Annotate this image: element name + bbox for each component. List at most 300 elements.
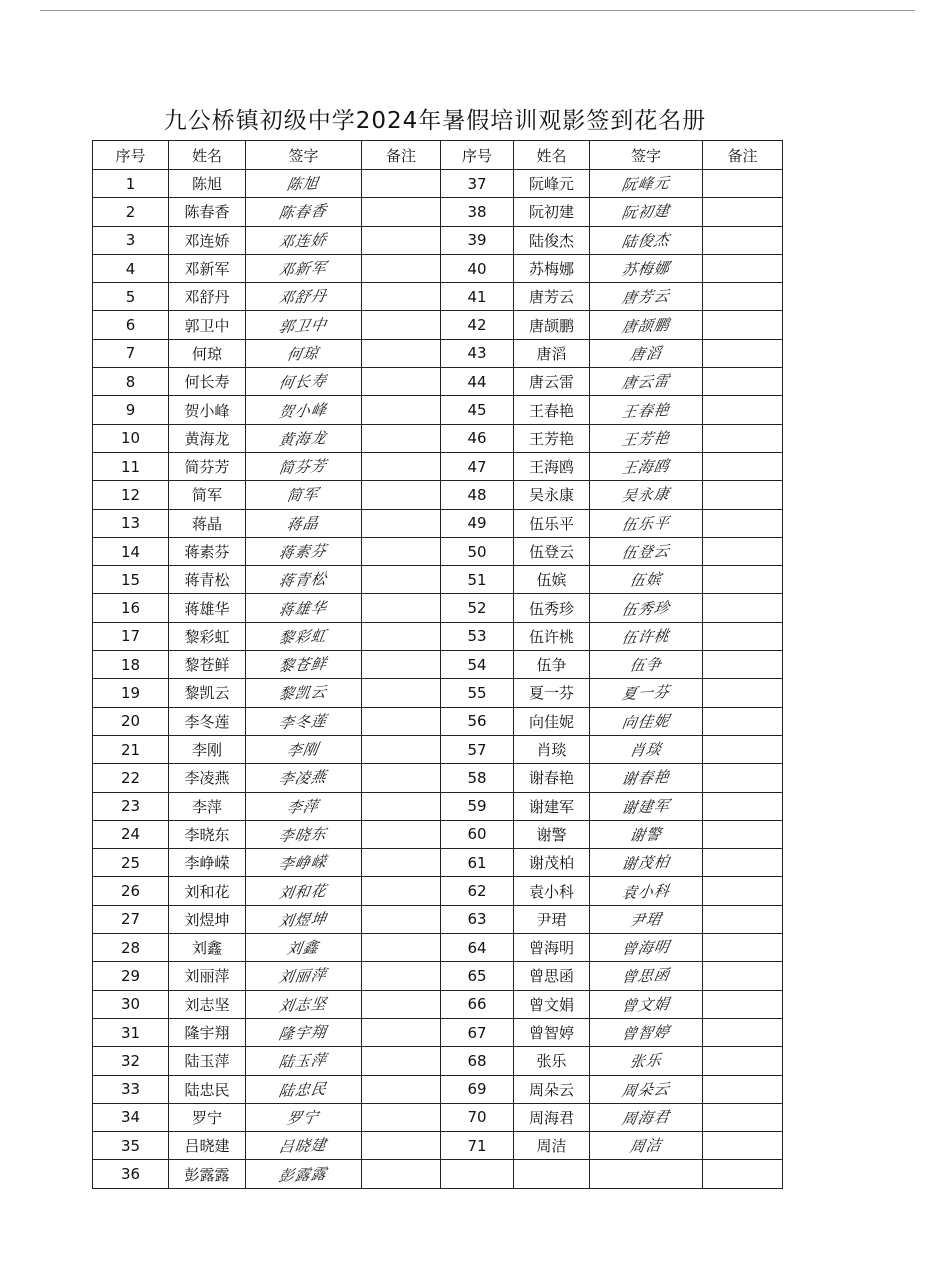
name-cell: 罗宁 (169, 1103, 246, 1131)
seq-cell: 21 (93, 735, 169, 763)
signature-cell (246, 452, 362, 480)
table-row (93, 934, 783, 962)
remark-cell (703, 962, 783, 990)
signature-cell (590, 339, 703, 367)
signature-cell (590, 368, 703, 396)
name-cell: 陈春香 (169, 198, 246, 226)
name-cell: 阮初建 (514, 198, 590, 226)
signature-cell (246, 339, 362, 367)
table-row (93, 1160, 783, 1188)
remark-cell (362, 1047, 441, 1075)
signature-cell (590, 198, 703, 226)
remark-cell (703, 820, 783, 848)
table-row (93, 735, 783, 763)
table-row (93, 849, 783, 877)
seq-cell: 18 (93, 651, 169, 679)
signature-cell (246, 198, 362, 226)
remark-cell (703, 990, 783, 1018)
table-row (93, 1075, 783, 1103)
handwritten-signature: 阮峰元 (620, 173, 672, 195)
seq-cell: 2 (93, 198, 169, 226)
name-cell: 何长寿 (169, 368, 246, 396)
name-cell: 谢茂柏 (514, 849, 590, 877)
remark-cell (703, 226, 783, 254)
name-cell: 隆宇翔 (169, 1018, 246, 1046)
name-cell: 苏梅娜 (514, 254, 590, 282)
name-cell: 张乐 (514, 1047, 590, 1075)
handwritten-signature: 吴永康 (620, 485, 672, 506)
signature-cell (246, 396, 362, 424)
name-cell: 阮峰元 (514, 170, 590, 198)
table-row (93, 566, 783, 594)
header-signature: 签字 (246, 141, 362, 170)
remark-cell (362, 849, 441, 877)
seq-cell: 60 (441, 820, 514, 848)
handwritten-signature: 谢茂柏 (620, 852, 672, 874)
table-row (93, 452, 783, 480)
name-cell: 黎苍鲜 (169, 651, 246, 679)
remark-cell (362, 764, 441, 792)
seq-cell: 17 (93, 622, 169, 650)
signature-cell (246, 622, 362, 650)
remark-cell (362, 198, 441, 226)
remark-cell (703, 622, 783, 650)
handwritten-signature: 黎苍鲜 (277, 654, 329, 676)
signature-cell (246, 509, 362, 537)
remark-cell (703, 311, 783, 339)
table-row (93, 1018, 783, 1046)
signature-cell (590, 934, 703, 962)
seq-cell: 34 (93, 1103, 169, 1131)
handwritten-signature: 唐颉鹏 (620, 315, 672, 336)
signature-cell (246, 1132, 362, 1160)
handwritten-signature: 李晓东 (277, 824, 329, 846)
seq-cell: 14 (93, 537, 169, 565)
signature-cell (246, 820, 362, 848)
handwritten-signature: 黄海龙 (277, 428, 329, 450)
handwritten-signature: 王春艳 (620, 400, 672, 421)
handwritten-signature: 唐芳云 (620, 286, 672, 308)
remark-cell (362, 651, 441, 679)
remark-cell (703, 283, 783, 311)
handwritten-signature: 邓连娇 (277, 230, 329, 252)
handwritten-signature: 周洁 (628, 1136, 664, 1157)
handwritten-signature: 袁小科 (620, 881, 672, 902)
table-row (93, 990, 783, 1018)
name-cell: 谢警 (514, 820, 590, 848)
handwritten-signature: 刘鑫 (285, 938, 321, 959)
seq-cell: 4 (93, 254, 169, 282)
signature-cell (590, 1160, 703, 1188)
name-cell: 唐云雷 (514, 368, 590, 396)
name-cell: 谢建军 (514, 792, 590, 820)
signature-cell (246, 764, 362, 792)
handwritten-signature: 黎彩虹 (277, 626, 329, 648)
name-cell: 何琼 (169, 339, 246, 367)
signature-cell (590, 283, 703, 311)
name-cell (514, 1160, 590, 1188)
signature-cell (246, 170, 362, 198)
name-cell: 刘丽萍 (169, 962, 246, 990)
name-cell: 谢春艳 (514, 764, 590, 792)
handwritten-signature: 刘丽萍 (277, 966, 329, 987)
name-cell: 李凌燕 (169, 764, 246, 792)
signature-cell (590, 424, 703, 452)
remark-cell (703, 792, 783, 820)
handwritten-signature: 蒋雄华 (277, 598, 329, 619)
handwritten-signature: 刘和花 (277, 881, 329, 902)
remark-cell (362, 254, 441, 282)
handwritten-signature: 贺小峰 (277, 400, 329, 421)
signature-cell (590, 679, 703, 707)
table-row (93, 537, 783, 565)
signature-cell (590, 707, 703, 735)
remark-cell (362, 311, 441, 339)
header-seq: 序号 (441, 141, 514, 170)
name-cell: 伍秀珍 (514, 594, 590, 622)
name-cell: 王春艳 (514, 396, 590, 424)
handwritten-signature: 蒋青松 (277, 569, 329, 591)
name-cell: 肖琰 (514, 735, 590, 763)
table-header-row (93, 141, 783, 170)
remark-cell (362, 792, 441, 820)
seq-cell: 66 (441, 990, 514, 1018)
seq-cell: 52 (441, 594, 514, 622)
remark-cell (362, 1132, 441, 1160)
remark-cell (703, 1018, 783, 1046)
remark-cell (703, 764, 783, 792)
signature-cell (590, 1075, 703, 1103)
page-title: 九公桥镇初级中学2024年暑假培训观影签到花名册 (163, 108, 707, 134)
table-row (93, 1132, 783, 1160)
handwritten-signature: 伍许桃 (620, 626, 672, 648)
handwritten-signature: 周朵云 (620, 1079, 672, 1100)
table-row (93, 594, 783, 622)
remark-cell (362, 905, 441, 933)
table-row (93, 339, 783, 367)
remark-cell (362, 820, 441, 848)
remark-cell (362, 594, 441, 622)
handwritten-signature: 简芬芳 (277, 456, 329, 478)
name-cell: 唐颉鹏 (514, 311, 590, 339)
remark-cell (703, 254, 783, 282)
signature-cell (246, 424, 362, 452)
remark-cell (362, 934, 441, 962)
handwritten-signature: 曾海明 (620, 937, 672, 959)
seq-cell: 28 (93, 934, 169, 962)
name-cell: 黄海龙 (169, 424, 246, 452)
name-cell: 尹珺 (514, 905, 590, 933)
signature-cell (246, 877, 362, 905)
remark-cell (703, 481, 783, 509)
name-cell: 周洁 (514, 1132, 590, 1160)
remark-cell (362, 735, 441, 763)
handwritten-signature: 李峥嵘 (277, 852, 329, 874)
handwritten-signature: 谢警 (628, 825, 664, 845)
remark-cell (362, 962, 441, 990)
handwritten-signature: 张乐 (628, 1051, 664, 1072)
name-cell: 吕晓建 (169, 1132, 246, 1160)
signature-cell (246, 594, 362, 622)
seq-cell: 30 (93, 990, 169, 1018)
handwritten-signature: 伍秀珍 (620, 598, 672, 619)
seq-cell: 50 (441, 537, 514, 565)
signature-cell (590, 735, 703, 763)
seq-cell: 9 (93, 396, 169, 424)
remark-cell (703, 707, 783, 735)
name-cell: 周朵云 (514, 1075, 590, 1103)
handwritten-signature: 谢春艳 (620, 768, 672, 789)
handwritten-signature: 何长寿 (277, 371, 329, 393)
seq-cell: 68 (441, 1047, 514, 1075)
header-signature: 签字 (590, 141, 703, 170)
remark-cell (362, 339, 441, 367)
signature-cell (246, 1018, 362, 1046)
signature-cell (590, 1132, 703, 1160)
remark-cell (362, 1103, 441, 1131)
name-cell: 陆忠民 (169, 1075, 246, 1103)
handwritten-signature: 刘煜坤 (277, 909, 329, 931)
signature-cell (590, 481, 703, 509)
table-row (93, 764, 783, 792)
handwritten-signature: 陆玉萍 (277, 1051, 329, 1072)
seq-cell: 48 (441, 481, 514, 509)
table-row (93, 820, 783, 848)
table-row (93, 1047, 783, 1075)
handwritten-signature: 唐滔 (628, 344, 664, 364)
remark-cell (703, 396, 783, 424)
handwritten-signature: 王芳艳 (620, 428, 672, 450)
name-cell: 刘志坚 (169, 990, 246, 1018)
signature-cell (246, 311, 362, 339)
seq-cell: 47 (441, 452, 514, 480)
name-cell: 夏一芬 (514, 679, 590, 707)
seq-cell: 67 (441, 1018, 514, 1046)
remark-cell (703, 1047, 783, 1075)
name-cell: 吴永康 (514, 481, 590, 509)
remark-cell (703, 1160, 783, 1188)
seq-cell: 3 (93, 226, 169, 254)
handwritten-signature: 谢建军 (620, 796, 672, 818)
seq-cell: 61 (441, 849, 514, 877)
table-row (93, 254, 783, 282)
signature-cell (246, 368, 362, 396)
seq-cell: 25 (93, 849, 169, 877)
handwritten-signature: 隆宇翔 (277, 1022, 329, 1044)
seq-cell: 39 (441, 226, 514, 254)
table-row (93, 368, 783, 396)
handwritten-signature: 伍嫔 (628, 570, 664, 591)
seq-cell: 8 (93, 368, 169, 396)
signature-cell (246, 226, 362, 254)
name-cell: 蒋青松 (169, 566, 246, 594)
table-row (93, 424, 783, 452)
remark-cell (362, 1075, 441, 1103)
remark-cell (362, 990, 441, 1018)
signature-cell (246, 1047, 362, 1075)
name-cell: 王芳艳 (514, 424, 590, 452)
table-row (93, 170, 783, 198)
handwritten-signature: 黎凯云 (277, 683, 329, 704)
signature-cell (246, 679, 362, 707)
handwritten-signature: 陈旭 (285, 174, 321, 195)
signature-cell (246, 849, 362, 877)
seq-cell: 43 (441, 339, 514, 367)
seq-cell: 7 (93, 339, 169, 367)
signature-cell (590, 537, 703, 565)
name-cell: 刘煜坤 (169, 905, 246, 933)
name-cell: 彭露露 (169, 1160, 246, 1188)
remark-cell (362, 170, 441, 198)
name-cell: 唐滔 (514, 339, 590, 367)
seq-cell: 10 (93, 424, 169, 452)
table-row (93, 679, 783, 707)
name-cell: 李晓东 (169, 820, 246, 848)
seq-cell: 55 (441, 679, 514, 707)
attendance-table (92, 140, 783, 1189)
seq-cell: 22 (93, 764, 169, 792)
remark-cell (703, 509, 783, 537)
signature-cell (246, 254, 362, 282)
seq-cell: 27 (93, 905, 169, 933)
table-row (93, 877, 783, 905)
name-cell: 王海鸥 (514, 452, 590, 480)
name-cell: 李冬莲 (169, 707, 246, 735)
remark-cell (362, 707, 441, 735)
handwritten-signature: 陈春香 (277, 202, 329, 223)
name-cell: 伍争 (514, 651, 590, 679)
remark-cell (703, 849, 783, 877)
signature-cell (246, 537, 362, 565)
signature-cell (590, 509, 703, 537)
remark-cell (362, 283, 441, 311)
name-cell: 蒋晶 (169, 509, 246, 537)
seq-cell: 15 (93, 566, 169, 594)
name-cell: 唐芳云 (514, 283, 590, 311)
handwritten-signature: 陆忠民 (277, 1079, 329, 1100)
signature-cell (246, 283, 362, 311)
remark-cell (362, 566, 441, 594)
seq-cell: 53 (441, 622, 514, 650)
remark-cell (362, 877, 441, 905)
table-row (93, 707, 783, 735)
remark-cell (362, 396, 441, 424)
remark-cell (362, 622, 441, 650)
header-remark: 备注 (703, 141, 783, 170)
remark-cell (362, 1018, 441, 1046)
table-row (93, 226, 783, 254)
seq-cell: 31 (93, 1018, 169, 1046)
signature-cell (590, 170, 703, 198)
handwritten-signature: 吕晓建 (277, 1135, 329, 1157)
handwritten-signature: 陆俊杰 (620, 230, 672, 252)
name-cell: 曾思函 (514, 962, 590, 990)
seq-cell: 63 (441, 905, 514, 933)
name-cell: 刘鑫 (169, 934, 246, 962)
signature-cell (246, 990, 362, 1018)
signature-cell (590, 254, 703, 282)
remark-cell (703, 368, 783, 396)
seq-cell: 36 (93, 1160, 169, 1188)
remark-cell (703, 679, 783, 707)
remark-cell (703, 452, 783, 480)
remark-cell (362, 368, 441, 396)
signature-cell (590, 849, 703, 877)
remark-cell (362, 679, 441, 707)
header-name: 姓名 (514, 141, 590, 170)
handwritten-signature: 伍登云 (620, 541, 672, 563)
seq-cell: 44 (441, 368, 514, 396)
remark-cell (703, 651, 783, 679)
seq-cell: 38 (441, 198, 514, 226)
handwritten-signature: 刘志坚 (277, 994, 329, 1016)
table-row (93, 509, 783, 537)
remark-cell (362, 509, 441, 537)
seq-cell: 57 (441, 735, 514, 763)
signature-cell (590, 990, 703, 1018)
signature-cell (590, 622, 703, 650)
seq-cell: 59 (441, 792, 514, 820)
handwritten-signature: 伍争 (628, 655, 664, 676)
seq-cell: 20 (93, 707, 169, 735)
handwritten-signature: 彭露露 (277, 1164, 329, 1185)
header-seq: 序号 (93, 141, 169, 170)
handwritten-signature: 阮初建 (620, 202, 672, 223)
remark-cell (703, 877, 783, 905)
seq-cell: 56 (441, 707, 514, 735)
signature-cell (590, 226, 703, 254)
table-row (93, 651, 783, 679)
seq-cell: 19 (93, 679, 169, 707)
name-cell: 蒋雄华 (169, 594, 246, 622)
remark-cell (362, 1160, 441, 1188)
handwritten-signature: 罗宁 (285, 1108, 321, 1128)
table-row (93, 283, 783, 311)
seq-cell: 1 (93, 170, 169, 198)
name-cell: 周海君 (514, 1103, 590, 1131)
remark-cell (703, 1075, 783, 1103)
seq-cell: 49 (441, 509, 514, 537)
seq-cell: 26 (93, 877, 169, 905)
remark-cell (703, 170, 783, 198)
signature-cell (246, 905, 362, 933)
name-cell: 黎凯云 (169, 679, 246, 707)
remark-cell (703, 934, 783, 962)
handwritten-signature: 李凌燕 (277, 768, 329, 789)
seq-cell: 6 (93, 311, 169, 339)
signature-cell (590, 651, 703, 679)
handwritten-signature: 苏梅娜 (620, 258, 672, 280)
name-cell: 陆玉萍 (169, 1047, 246, 1075)
seq-cell: 37 (441, 170, 514, 198)
signature-cell (590, 396, 703, 424)
page-top-edge (40, 10, 915, 11)
name-cell: 曾海明 (514, 934, 590, 962)
remark-cell (362, 481, 441, 509)
name-cell: 伍乐平 (514, 509, 590, 537)
signature-cell (590, 877, 703, 905)
name-cell: 伍嫔 (514, 566, 590, 594)
remark-cell (703, 537, 783, 565)
seq-cell: 40 (441, 254, 514, 282)
signature-cell (246, 735, 362, 763)
name-cell: 陈旭 (169, 170, 246, 198)
table-row (93, 1103, 783, 1131)
seq-cell: 13 (93, 509, 169, 537)
name-cell: 李刚 (169, 735, 246, 763)
name-cell: 贺小峰 (169, 396, 246, 424)
header-remark: 备注 (362, 141, 441, 170)
